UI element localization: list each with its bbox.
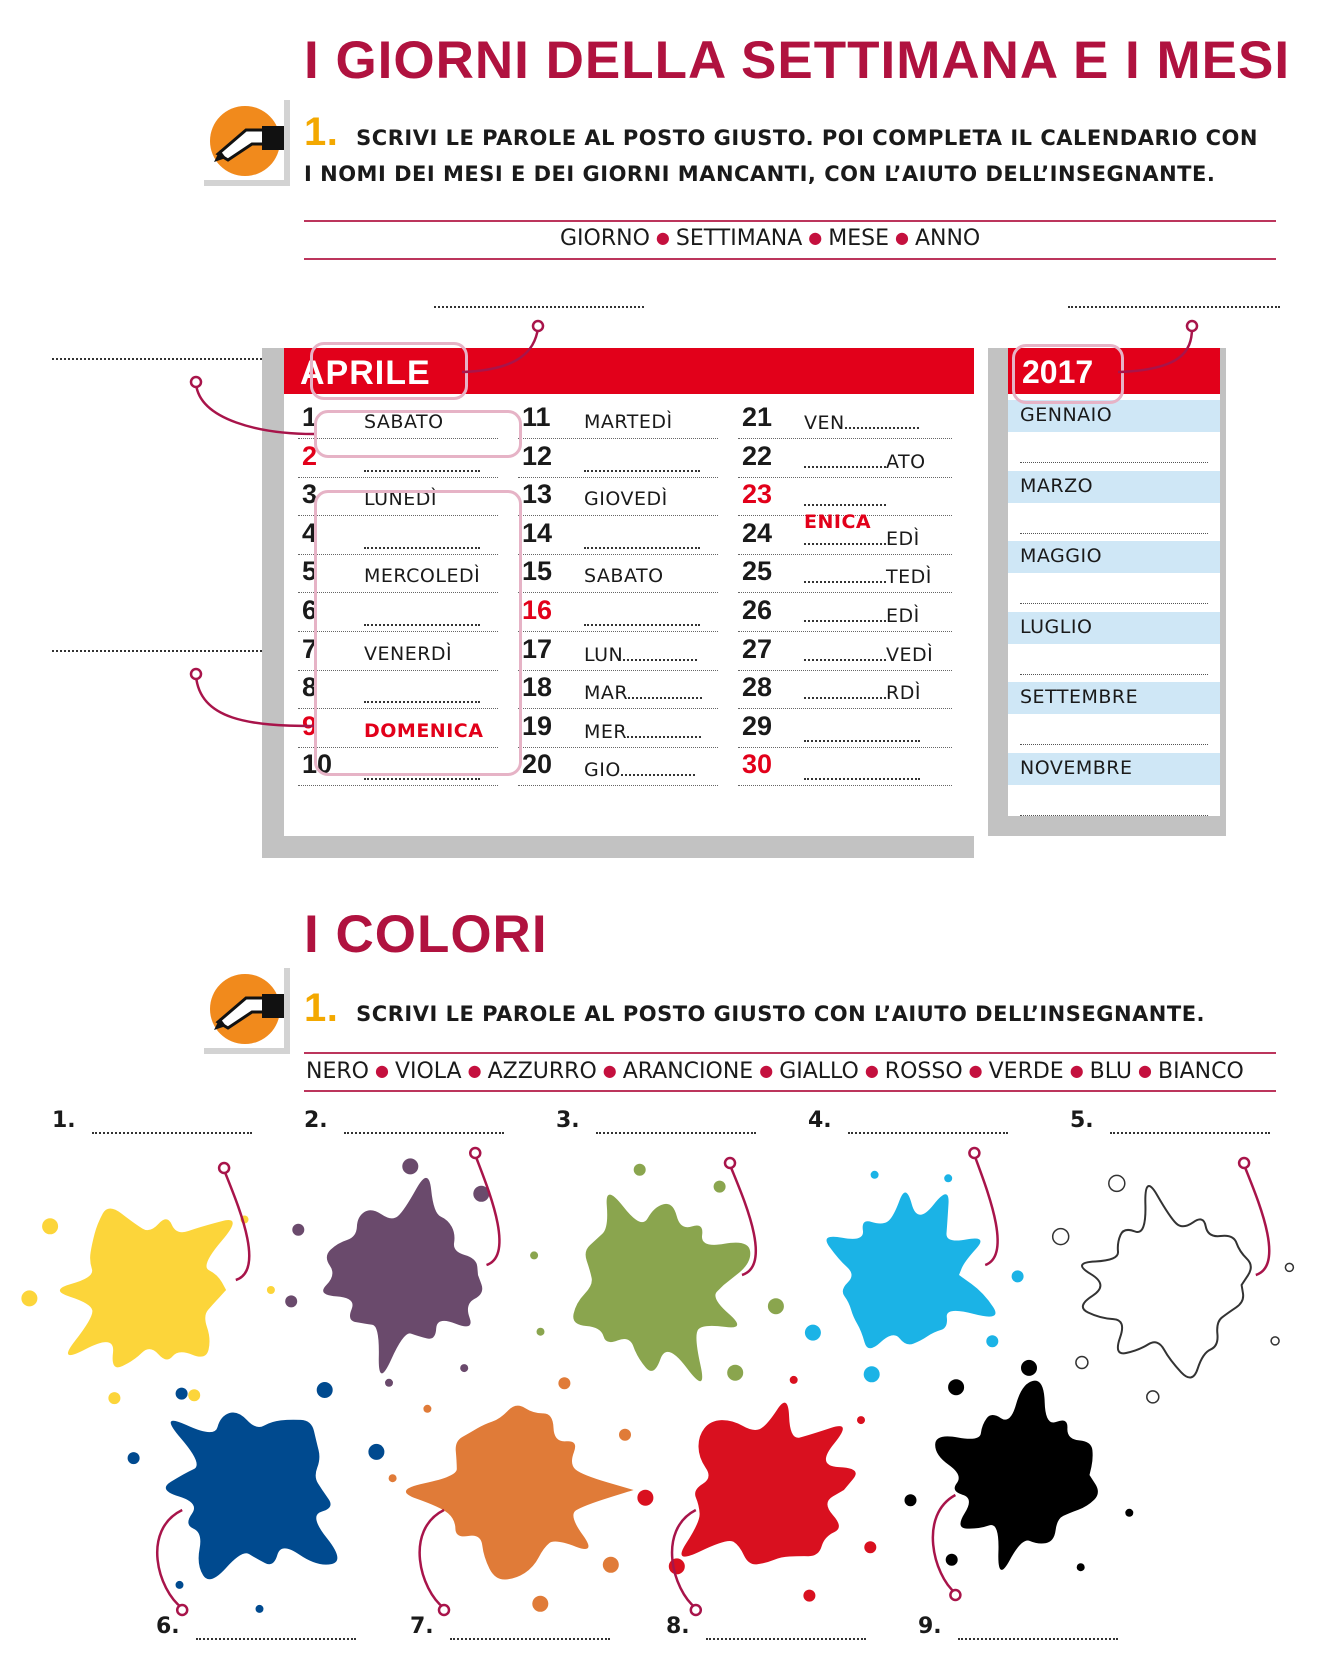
day-number: 25 [742, 556, 773, 587]
month-name: MAGGIO [1020, 545, 1103, 567]
word: ARANCIONE [622, 1059, 754, 1084]
word: VIOLA [394, 1059, 462, 1084]
splat-number: 3. [556, 1108, 580, 1133]
day-number: 26 [742, 595, 773, 625]
day-number: 21 [742, 402, 773, 432]
day-number: 3 [302, 479, 318, 510]
day-number: 4 [302, 517, 318, 548]
month-name: GENNAIO [1020, 404, 1113, 426]
word: MESE [828, 226, 889, 251]
day-name[interactable]: VEDÌ [804, 643, 933, 666]
paint-splat [21, 1163, 275, 1404]
day-number: 15 [522, 556, 553, 587]
splat-number: 7. [410, 1614, 434, 1639]
page-title: I GIORNI DELLA SETTIMANA E I MESI [304, 31, 1291, 90]
day-name[interactable]: TEDÌ [804, 565, 932, 588]
paint-splat [530, 1158, 784, 1381]
word: BLU [1089, 1059, 1133, 1084]
month-name: SETTEMBRE [1020, 686, 1139, 708]
paint-splat [1053, 1158, 1294, 1403]
day-name[interactable]: VENERDÌ [364, 642, 453, 665]
paint-splat [905, 1360, 1134, 1600]
paint-splat [389, 1377, 634, 1615]
word: VERDE [988, 1059, 1064, 1084]
month-name: APRILE [300, 354, 431, 392]
splat-number: 6. [156, 1614, 180, 1639]
word: AZZURRO [487, 1059, 597, 1084]
day-number: 14 [522, 517, 553, 548]
day-name[interactable]: RDÌ [804, 681, 921, 704]
splat-number: 8. [666, 1614, 690, 1639]
paint-splat [805, 1148, 1024, 1382]
day-number: 30 [742, 749, 773, 780]
paint-splat [285, 1148, 499, 1387]
day-name[interactable]: DOMENICA [364, 719, 484, 742]
color-answer-line[interactable] [848, 1132, 1008, 1134]
word: SETTIMANA [675, 226, 803, 251]
month-name: LUGLIO [1020, 615, 1093, 638]
day-number: 20 [522, 749, 553, 780]
day-name[interactable]: MARTEDÌ [584, 411, 673, 433]
color-answer-line[interactable] [344, 1132, 504, 1134]
splat-number: 9. [918, 1614, 942, 1639]
day-number: 5 [302, 556, 318, 587]
day-number: 12 [522, 440, 553, 471]
color-answer-line[interactable] [706, 1638, 866, 1640]
day-name[interactable]: EDÌ [804, 604, 920, 627]
year-label: 2017 [1022, 354, 1094, 390]
day-number: 29 [742, 710, 773, 741]
word: GIORNO [560, 226, 650, 251]
day-number: 7 [302, 633, 318, 664]
day-name[interactable]: MER [584, 720, 701, 743]
day-name[interactable]: MERCOLEDÌ [364, 565, 481, 588]
instruction-line-2: I NOMI DEI MESI E DEI GIORNI MANCANTI, CON L’AIUTO DELL’INSEGNANTE. [304, 162, 1216, 186]
word: ROSSO [884, 1059, 963, 1084]
day-number: 22 [742, 440, 773, 471]
day-number: 18 [522, 672, 553, 703]
day-name[interactable]: SABATO [584, 565, 664, 588]
exercise-number: 1. [304, 110, 339, 154]
day-number: 19 [522, 710, 553, 741]
instruction-line-1: SCRIVI LE PAROLE AL POSTO GIUSTO. POI COMPLETA IL CALENDARIO CON [356, 126, 1258, 150]
day-name[interactable]: LUNEDÌ [364, 488, 437, 511]
day-number: 28 [742, 672, 773, 703]
day-number: 8 [302, 672, 318, 703]
month-name: NOVEMBRE [1020, 756, 1133, 779]
exercise-number: 1. [304, 986, 339, 1030]
word-bank-time: GIORNO ● SETTIMANA ● MESE ● ANNO [560, 226, 981, 251]
day-number: 6 [302, 595, 318, 625]
color-answer-line[interactable] [450, 1638, 610, 1640]
day-number: 9 [302, 710, 318, 741]
splat-number: 2. [304, 1108, 328, 1133]
day-number: 2 [302, 440, 318, 471]
color-answer-line[interactable] [196, 1638, 356, 1640]
day-name[interactable]: ATO [804, 450, 926, 473]
day-number: 23 [742, 479, 773, 510]
day-name[interactable]: ENICA [804, 488, 952, 533]
day-number: 27 [742, 633, 773, 664]
word: GIALLO [779, 1059, 859, 1084]
splat-number: 5. [1070, 1108, 1094, 1133]
word: ANNO [914, 226, 981, 251]
paint-splat [637, 1376, 876, 1615]
day-name[interactable]: GIOVEDÌ [584, 488, 668, 511]
day-name[interactable]: MAR [584, 681, 702, 704]
paint-splat [128, 1382, 385, 1615]
day-number: 11 [522, 402, 551, 432]
colors-instruction: SCRIVI LE PAROLE AL POSTO GIUSTO CON L’AIUTO DELL’INSEGNANTE. [356, 1002, 1206, 1026]
word: BIANCO [1158, 1059, 1244, 1084]
day-number: 1 [302, 402, 318, 432]
colors-title: I COLORI [304, 905, 548, 964]
day-number: 17 [522, 633, 553, 664]
month-name: MARZO [1020, 474, 1094, 497]
day-number: 10 [302, 749, 333, 780]
splat-number: 4. [808, 1108, 832, 1133]
splat-number: 1. [52, 1108, 76, 1133]
day-name[interactable]: GIO [584, 758, 695, 781]
word: NERO [306, 1059, 369, 1084]
day-name[interactable]: VEN [804, 411, 919, 434]
color-answer-line[interactable] [596, 1132, 756, 1134]
day-number: 24 [742, 517, 773, 548]
color-answer-line[interactable] [92, 1132, 252, 1134]
color-answer-line[interactable] [958, 1638, 1118, 1640]
day-name[interactable]: EDÌ [804, 527, 920, 550]
day-name[interactable]: SABATO [364, 411, 444, 433]
day-number: 13 [522, 479, 553, 510]
day-number: 16 [522, 595, 553, 625]
word-bank-colors: NERO ● VIOLA ● AZZURRO ● ARANCIONE ● GIALLO ● ROSSO ● VERDE ● BLU ● BIANCO [306, 1059, 1244, 1084]
color-answer-line[interactable] [1110, 1132, 1270, 1134]
day-name[interactable]: LUN [584, 643, 697, 666]
